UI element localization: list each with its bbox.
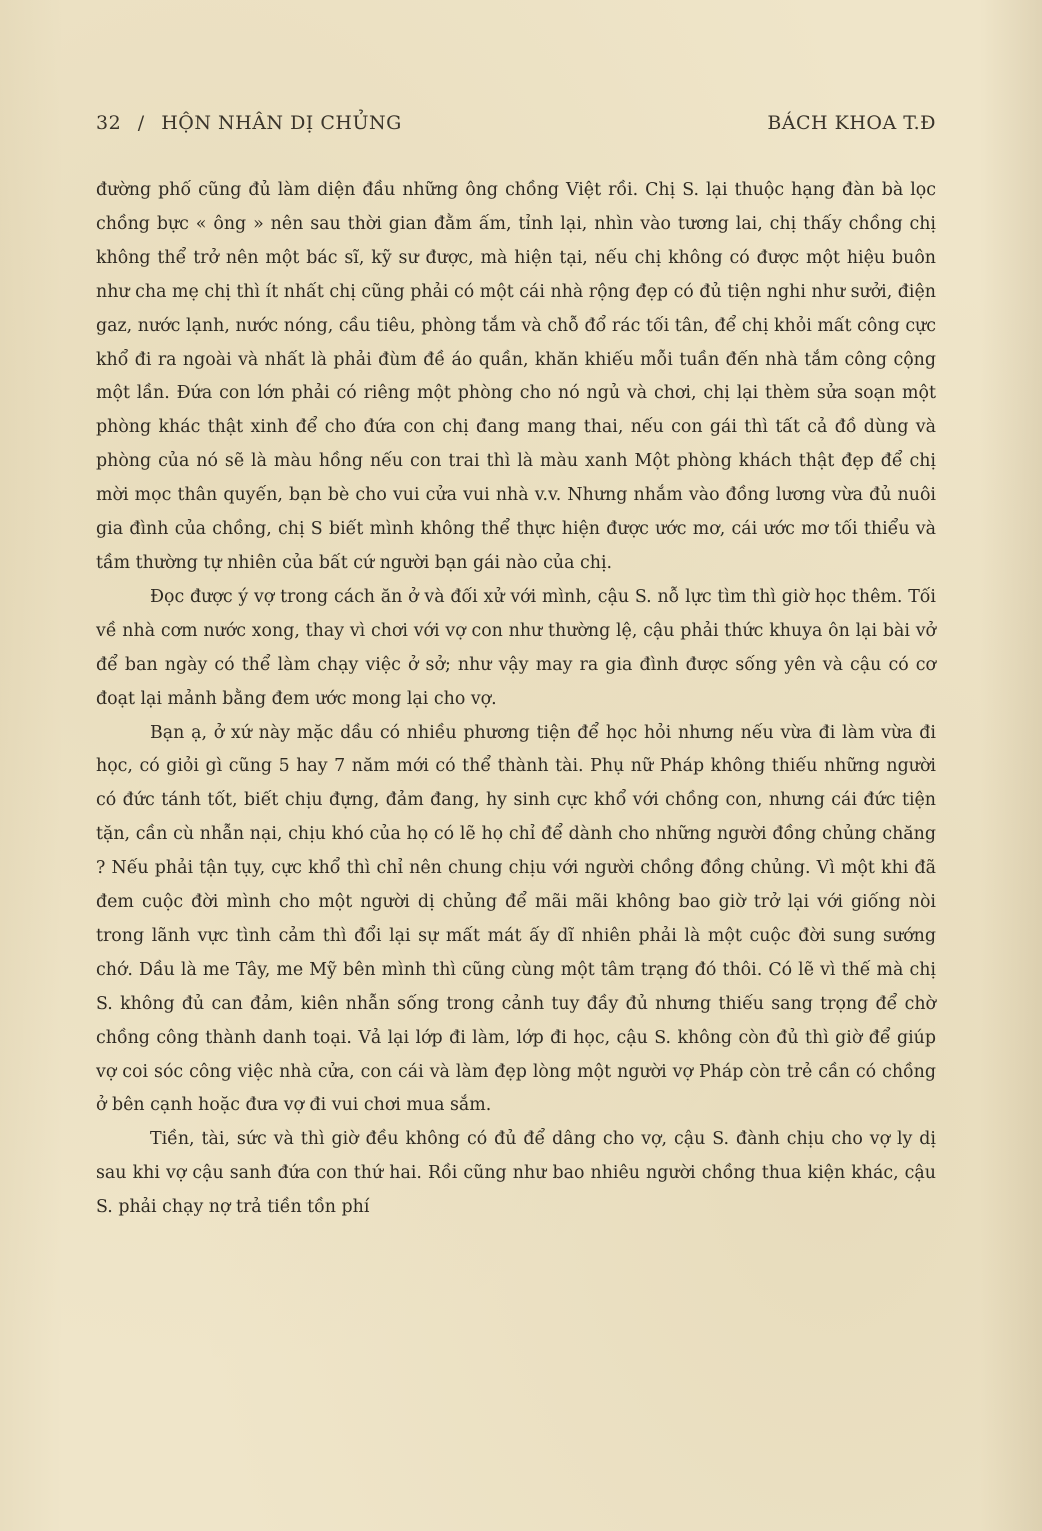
header-left <box>96 112 412 134</box>
paragraph-3: Bạn ạ, ở xứ này mặc dầu có nhiều phương tiện để học hỏi nhưng nếu vừa đi làm vừa đi học, có giỏi gì cũng 5 hay 7 năm mới có thể thành tài. Phụ nữ Pháp không thiếu những người có đức tánh tốt, biết chịu đựng, đảm đang, hy sinh cực khổ với chồng con, nhưng cái đức tiện tặn, cần cù nhẫn nại, chịu khó của họ có lẽ họ chỉ để dành cho những người đồng chủng chăng ? Nếu phải tận tụy, cực khổ thì chỉ nên chung chịu với người chồng đồng chủng. Vì một khi đã đem cuộc đời mình cho một người dị chủng để mãi mãi không bao giờ trở lại với giống nòi trong lãnh vực tình cảm thì đổi lại sự mất mát ấy dĩ nhiên phải là một cuộc đời sung sướng chớ. Dầu là me Tây, me Mỹ bên mình thì cũng cùng một tâm trạng đó thôi. Có lẽ vì thế mà chị S. không đủ can đảm, kiên nhẫn sống trong cảnh tuy đầy đủ nhưng thiếu sang trọng để chờ chồng công thành danh toại. Vả lại lớp đi làm, lớp đi học, cậu S. không còn đủ thì giờ để giúp vợ coi sóc công việc nhà cửa, con cái và làm đẹp lòng một người vợ Pháp còn trẻ cần có chồng ở bên cạnh hoặc đưa vợ đi vui chơi mua sắm. <box>96 722 936 1116</box>
paragraph-2: Đọc được ý vợ trong cách ăn ở và đối xử với mình, cậu S. nỗ lực tìm thì giờ học thêm. Tối về nhà cơm nước xong, thay vì chơi với vợ con như thường lệ, cậu phải thức khuya ôn lại bài vở để ban ngày có thể làm chạy việc ở sở; như vậy may ra gia đình được sống yên và cậu có cơ đoạt lại mảnh bằng đem ước mong lại cho vợ. <box>96 586 936 709</box>
body-text <box>96 174 936 1225</box>
paragraph-1: đường phố cũng đủ làm diện đầu những ông chồng Việt rồi. Chị S. lại thuộc hạng đàn bà lọc chồng bực « ông » nên sau thời gian đằm ấm, tỉnh lại, nhìn vào tương lai, chị thấy chồng chị không thể trở nên một bác sĩ, kỹ sư được, mà hiện tại, nếu chị không có được một hiệu buôn như cha mẹ chị thì ít nhất chị cũng phải có một cái nhà rộng đẹp có đủ tiện nghi như sưởi, điện gaz, nước lạnh, nước nóng, cầu tiêu, phòng tắm và chỗ đổ rác tối tân, để chị khỏi mất công cực khổ đi ra ngoài và nhất là phải đùm đề áo quần, khăn khiếu mỗi tuần đến nhà tắm công cộng một lần. Đứa con lớn phải có riêng một phòng cho nó ngủ và chơi, chị lại thèm sửa soạn một phòng khác thật xinh để cho đứa con chị đang mang thai, nếu con gái thì tất cả đồ dùng và phòng của nó sẽ là màu hồng nếu con trai thì là màu xanh Một phòng khách thật đẹp để chị mời mọc thân quyến, bạn bè cho vui cửa vui nhà v.v. Nhưng nhắm vào đồng lương vừa đủ nuôi gia đình của chồng, chị S biết mình không thể thực hiện được ước mơ, cái ước mơ tối thiểu và tầm thường tự nhiên của bất cứ người bạn gái nào của chị. <box>96 180 936 573</box>
running-header <box>96 112 936 134</box>
header-separator: / <box>137 112 145 134</box>
page-number: 32 <box>96 112 122 134</box>
book-page <box>96 112 936 1225</box>
running-title: HỘN NHÂN DỊ CHỦNG <box>161 112 402 134</box>
publication-title: BÁCH KHOA T.Đ <box>767 112 936 134</box>
paragraph-4: Tiền, tài, sức và thì giờ đều không có đủ để dâng cho vợ, cậu S. đành chịu cho vợ ly dị sau khi vợ cậu sanh đứa con thứ hai. Rồi cũng như bao nhiêu người chồng thua kiện khác, cậu S. phải chạy nợ trả tiền tồn phí <box>96 1129 936 1218</box>
